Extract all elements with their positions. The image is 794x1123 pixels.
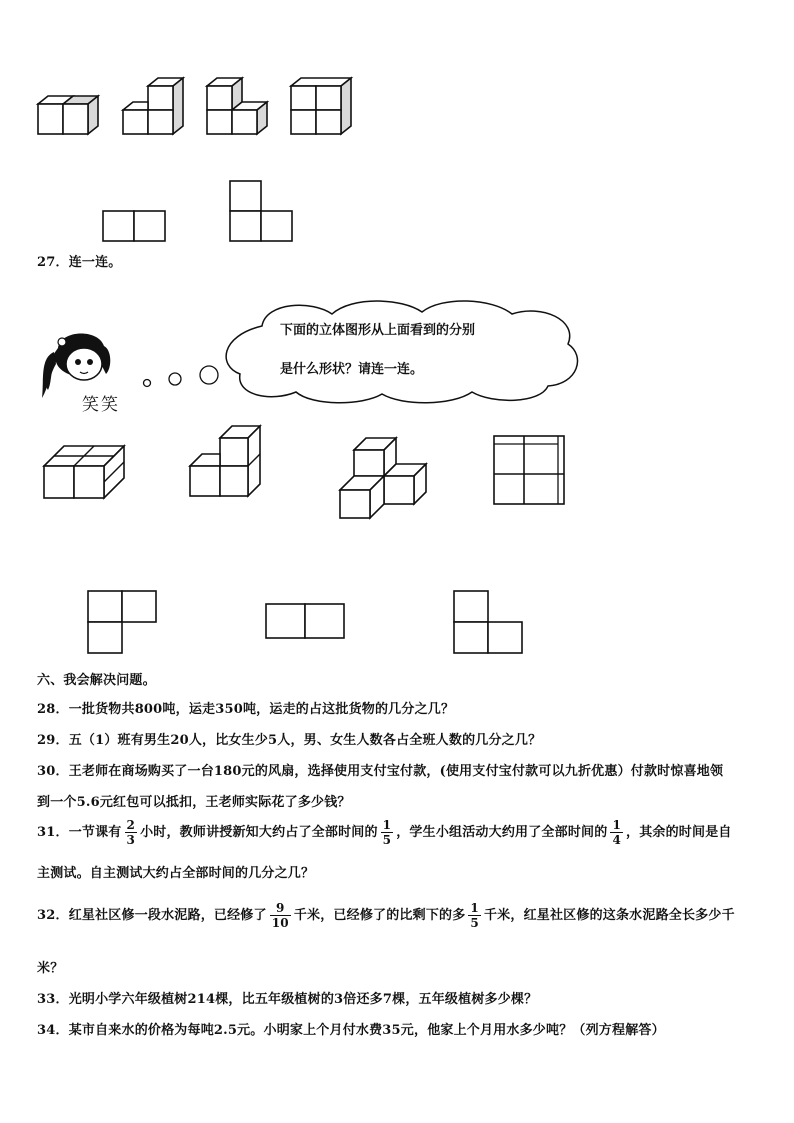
fraction-numerator: 1 bbox=[612, 818, 621, 832]
q32-text-1: 32．红星社区修一段水泥路，已经修了 bbox=[37, 908, 267, 923]
question-30-line-2: 到一个5.6元红包可以抵扣，王老师实际花了多少钱？ bbox=[37, 795, 351, 810]
question-30-line-1: 30．王老师在商场购买了一台180元的风扇，选择使用支付宝付款，(使用支付宝付款可以九折优惠）付款时惊喜地领 bbox=[37, 764, 724, 779]
fraction-2-3 bbox=[125, 818, 138, 847]
top-cube-figure-3 bbox=[205, 76, 269, 138]
question-31-line-1 bbox=[37, 815, 732, 851]
q32-text-3: 千米，红星社区修的这条水泥路全长多少千 bbox=[483, 908, 735, 923]
q31-text-3: ，学生小组活动大约用了全部时间的 bbox=[396, 825, 608, 840]
fraction-denominator: 10 bbox=[271, 916, 289, 930]
top-cube-figure-4 bbox=[289, 76, 353, 138]
top-cube-figure-2 bbox=[121, 76, 185, 138]
question-33: 33．光明小学六年级植树214棵，比五年级植树的3倍还多7棵，五年级植树多少棵？ bbox=[37, 992, 538, 1007]
q32-text-2: 千米，已经修了的比剩下的多 bbox=[293, 908, 466, 923]
top-view-option-1 bbox=[87, 590, 159, 656]
question-29: 29．五（1）班有男生20人，比女生少5人，男、女生人数各占全班人数的几分之几？ bbox=[37, 733, 542, 748]
fraction-numerator: 1 bbox=[470, 901, 479, 915]
question-32-line-2: 米？ bbox=[37, 961, 64, 976]
fraction-9-10 bbox=[270, 901, 291, 930]
fraction-numerator: 9 bbox=[275, 901, 285, 915]
bubble-text-line-1: 下面的立体图形从上面看到的分别 bbox=[280, 323, 476, 338]
question-27-label: 27．连一连。 bbox=[37, 255, 122, 270]
fraction-1-5 bbox=[468, 901, 481, 930]
top-view-option-3 bbox=[453, 590, 527, 656]
fraction-numerator: 1 bbox=[382, 818, 392, 832]
section-6-heading: 六、我会解决问题。 bbox=[37, 673, 156, 688]
top-cube-figure-1 bbox=[36, 92, 100, 137]
top-view-two-squares bbox=[102, 210, 166, 244]
character-caption: 笑笑 bbox=[82, 395, 120, 415]
thought-bubble-dots bbox=[140, 362, 220, 392]
solid-figure-4 bbox=[492, 434, 568, 506]
solid-figure-2 bbox=[188, 424, 264, 500]
fraction-numerator: 2 bbox=[126, 818, 136, 832]
question-32-line-1 bbox=[37, 898, 735, 934]
top-view-option-2 bbox=[265, 603, 347, 641]
fraction-denominator: 3 bbox=[126, 833, 136, 847]
fraction-1-4 bbox=[610, 818, 623, 847]
fraction-denominator: 5 bbox=[470, 916, 479, 930]
thought-bubble-cloud bbox=[222, 296, 584, 406]
q31-text-2: 小时，教师讲授新知大约占了全部时间的 bbox=[140, 825, 378, 840]
top-view-l-shape bbox=[229, 180, 295, 244]
question-28: 28．一批货物共800吨，运走350吨，运走的占这批货物的几分之几？ bbox=[37, 702, 455, 717]
fraction-1-5 bbox=[381, 818, 394, 847]
q31-text-4: ，其余的时间是自 bbox=[626, 825, 732, 840]
question-31-line-2: 主测试。自主测试大约占全部时间的几分之几？ bbox=[37, 866, 315, 881]
solid-figure-1 bbox=[42, 440, 124, 502]
solid-figure-3 bbox=[338, 434, 430, 522]
q31-text-1: 31．一节课有 bbox=[37, 825, 122, 840]
bubble-text-line-2: 是什么形状？请连一连。 bbox=[280, 362, 424, 377]
question-34: 34．某市自来水的价格为每吨2.5元。小明家上个月付水费35元，他家上个月用水多少吨？（列方程解答） bbox=[37, 1023, 665, 1038]
fraction-denominator: 5 bbox=[382, 833, 392, 847]
fraction-denominator: 4 bbox=[612, 833, 621, 847]
